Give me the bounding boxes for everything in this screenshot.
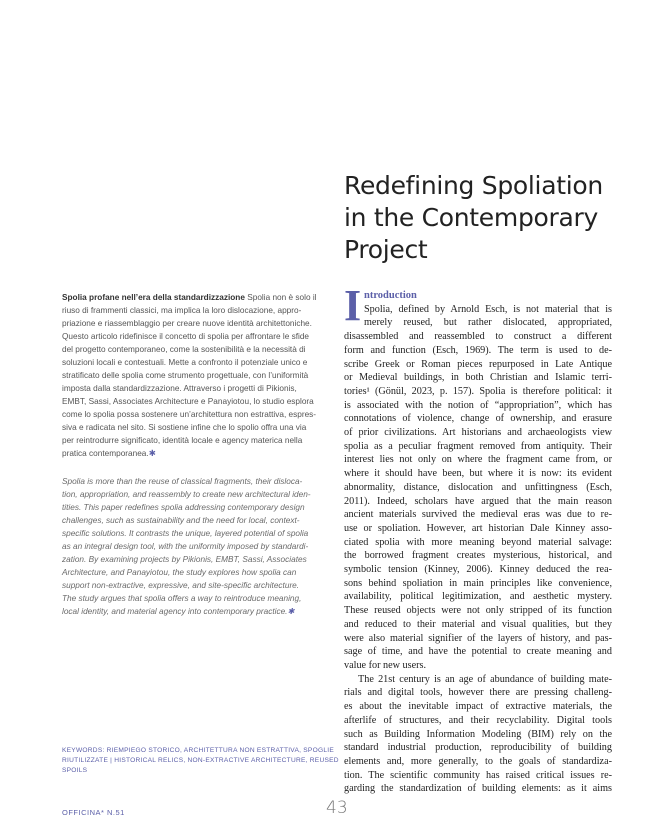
body-line: were also material signifier of the layers of history, and pas- — [344, 632, 612, 644]
body-line: es about the inevitable impact of extractive materials, the — [344, 701, 612, 713]
abstract-text: pratica contemporanea. — [62, 449, 149, 458]
title-line: in the Contemporary — [344, 202, 598, 232]
abstract-line: stratificato delle spolia come strumento progettuale, con l’uniformità — [62, 371, 309, 380]
abstract-line: soluzioni locali e contestuali. Mette a confronto il potenziale unico e — [62, 358, 308, 367]
abstract-line: support non-extractive, expressive, and site-specific architecture. — [62, 581, 300, 590]
abstract-line: EMBT, Sassi, Associates Architecture e Panayiotou, lo studio esplora — [62, 397, 314, 406]
body-line: connotations of violence, change of ownership, and erasure — [344, 413, 612, 425]
body-line: value for new users. — [344, 659, 427, 671]
abstract-line: tities. This paper redefines spolia addressing contemporary design — [62, 503, 305, 512]
abstract-italian — [62, 291, 334, 460]
keywords-line: KEYWORDS: RIEMPIEGO STORICO, ARCHITETTURA NON ESTRATTIVA, SPOGLIE — [62, 747, 334, 754]
title-line: Redefining Spoliation — [344, 171, 603, 200]
body-line: ciated spolia with more meaning beyond material salvage: — [344, 536, 612, 548]
abstract-line: as an integral design tool, with the uniformity imposed by standardi- — [62, 542, 309, 551]
body-line: is associated with the notion of “appropriation”, which has — [344, 399, 612, 411]
abstract-line: priazione e riassemblaggio per creare nuove identità architettoniche. — [62, 319, 312, 328]
abstract-line: challenges, such as sustainability and the need for local, context- — [62, 516, 300, 525]
abstract-line: Questo articolo ridefinisce il concetto di spolia per affrontare le sfide — [62, 332, 310, 341]
body-line: of prior civilizations. Art historians and archaeologists view — [344, 427, 612, 439]
abstract-italian-heading: Spolia profane nell’era della standardizzazione — [62, 293, 245, 302]
section-heading-line — [344, 289, 612, 303]
body-line: merely reused, but rather dislocated, appropriated, — [364, 317, 612, 329]
body-line: abnormality, distance, dislocation and unfittingness (Esch, — [344, 481, 612, 493]
body-line: tories¹ (Gönül, 2023, p. 157). Spolia is therefore political: it — [344, 385, 612, 397]
keywords — [62, 746, 339, 776]
keywords-line: RIUTILIZZATE | HISTORICAL RELICS, NON-EXTRACTIVE ARCHITECTURE, REUSED — [62, 757, 339, 764]
body-line: availability, political legitimization, and aesthetic mystery. — [344, 591, 612, 603]
body-line: garding the standardization of building elements: as it aims — [344, 783, 612, 795]
abstract-line: per reintrodurre significato, identità locale e agency materica nella — [62, 436, 303, 445]
body-line: where it should have been, but where it is now: its evident — [344, 468, 612, 480]
abstract-line: come lo spolia possa sostenere un’architettura non estrattiva, espres- — [62, 410, 317, 419]
body-line: the borrowed fragment creates mysterious, historical, and — [344, 550, 612, 562]
abstract-line: tion, appropriation, and reassembly to create new architectural iden- — [62, 490, 311, 499]
asterisk-icon: ✱ — [287, 607, 295, 616]
body-line: scribe Greek or Roman pieces repurposed in Late Antique — [344, 358, 612, 370]
body-line: rials and digital tools, however there are pressing challeng- — [344, 687, 612, 699]
body-line: symbolic tension (Kinney, 2006). Kinney deduced the rea- — [344, 564, 612, 576]
body-line: tion. The scientific community has raised critical issues re- — [344, 769, 612, 781]
drop-cap: I — [344, 281, 362, 330]
abstract-line: The study argues that spolia offers a way to reintroduce meaning, — [62, 594, 302, 603]
abstract-line: imposta dalla standardizzazione. Attraverso i progetti di Pikionis, — [62, 384, 297, 393]
abstract-line: riuso di frammenti classici, ma implica la loro dislocazione, appro- — [62, 306, 302, 315]
abstract-line: zation. By examining projects by Pikionis, EMBT, Sassi, Associates — [62, 555, 307, 564]
body-line: use or spoliation. However, art historian Dale Kinney asso- — [344, 522, 612, 534]
body-line: disassembled and reassembled to construct a different — [344, 331, 612, 343]
abstract-text: local identity, and material agency into contemporary practice. — [62, 607, 288, 616]
body-line: such as Building Information Modeling (BIM) rely on the — [344, 728, 612, 740]
section-heading: ntroduction — [364, 290, 417, 301]
journal-footer: OFFICINA* N.51 — [62, 808, 125, 817]
body-line: elements and, more generally, to the goals of standardiza- — [344, 755, 612, 767]
abstract-line: del progetto contemporaneo, come la sostenibilità e la necessità di — [62, 345, 306, 354]
abstract-text: Spolia non è solo il — [244, 293, 317, 302]
abstract-english — [62, 475, 334, 618]
body-line: spolia as a peculiar fragment removed from antiquity. Their — [344, 440, 612, 452]
abstract-line: Architecture, and Panayiotou, the study explores how spolia can — [62, 568, 297, 577]
body-line: sage of time, and have the potential to create meaning and — [344, 646, 612, 658]
abstract-line: siva e radicata nel sito. Si sostiene infine che lo spolio offra una via — [62, 423, 307, 432]
body-line: afterlife of structures, and their recyclability. Digital tools — [344, 714, 612, 726]
page-number: 43 — [326, 798, 348, 818]
abstract-line — [62, 605, 334, 618]
title-line: Project — [344, 234, 428, 264]
body-line: interest lies not only on where the fragment came from, or — [344, 454, 612, 466]
abstract-line — [62, 291, 334, 304]
body-line: form and function (Esch, 1969). The term is used to de- — [344, 344, 612, 356]
body-line: sons behind spoliation in main principles like convenience, — [344, 577, 612, 589]
keywords-line: SPOILS — [62, 767, 88, 774]
body-line: ancient materials survived the medieval eras was due to re- — [344, 509, 612, 521]
body-line: Spolia, defined by Arnold Esch, is not material that is — [364, 303, 612, 315]
body-line: These reused objects were not only stripped of its function — [344, 605, 612, 617]
abstract-line: Spolia is more than the reuse of classical fragments, their disloca- — [62, 477, 303, 486]
body-line: or Medieval buildings, in both Christian and Islamic terri- — [344, 372, 612, 384]
abstract-line: specific solutions. It contrasts the unique, layered potential of spolia — [62, 529, 309, 538]
abstract-line — [62, 447, 334, 460]
article-body — [344, 289, 612, 796]
asterisk-icon: ✱ — [148, 449, 156, 458]
body-line: 2011). Indeed, scholars have argued that the main reason — [344, 495, 612, 507]
article-title — [344, 170, 634, 265]
body-line: The 21st century is an age of abundance of building mate- — [358, 673, 612, 685]
body-line: standard industrial production, reproducibility of building — [344, 742, 612, 754]
body-line: and reduced to their material and visual qualities, but they — [344, 618, 612, 630]
